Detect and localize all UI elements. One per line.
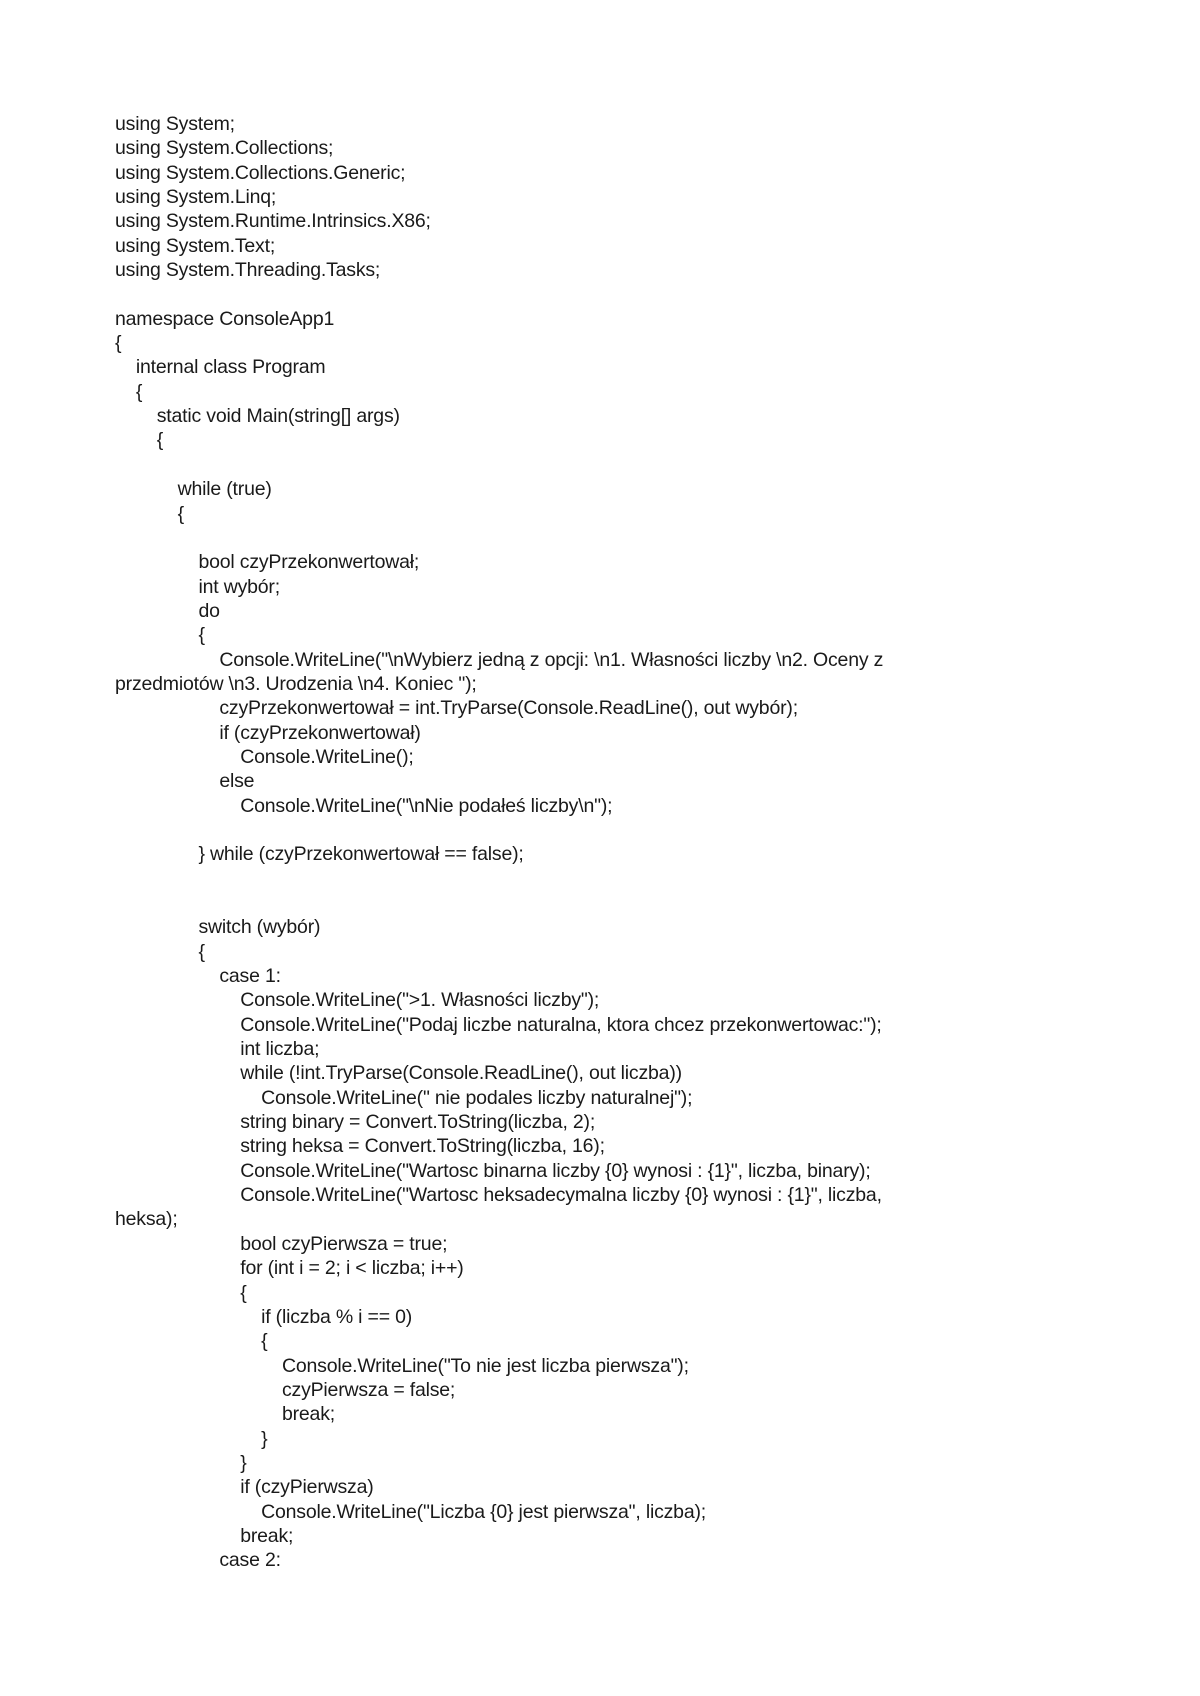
code-line: { [115, 1330, 268, 1353]
code-line: przedmiotów \n3. Urodzenia \n4. Koniec "); [115, 672, 477, 695]
code-line: int wybór; [115, 575, 280, 598]
code-line: while (true) [115, 478, 272, 501]
code-line: else [115, 770, 255, 793]
code-line: { [115, 429, 164, 452]
code-line: for (int i = 2; i < liczba; i++) [115, 1257, 464, 1280]
code-listing [115, 112, 1115, 1573]
code-line: Console.WriteLine("Wartosc binarna liczby {0} wynosi : {1}", liczba, binary); [115, 1159, 871, 1182]
code-line: namespace ConsoleApp1 [115, 307, 335, 330]
code-line: using System.Runtime.Intrinsics.X86; [115, 210, 431, 233]
code-line: { [115, 624, 205, 647]
code-line: string heksa = Convert.ToString(liczba, 16); [115, 1135, 605, 1158]
code-line [115, 867, 1115, 891]
code-line: do [115, 599, 220, 622]
code-line: czyPierwsza = false; [115, 1378, 456, 1401]
code-line: { [115, 1281, 247, 1304]
code-line: bool czyPierwsza = true; [115, 1232, 448, 1255]
code-line: using System; [115, 113, 235, 135]
code-line: break; [115, 1403, 335, 1426]
code-line: Console.WriteLine("\nWybierz jedną z opcji: \n1. Własności liczby \n2. Oceny z [115, 648, 884, 671]
code-line: string binary = Convert.ToString(liczba, 2); [115, 1111, 596, 1134]
code-line: case 2: [115, 1549, 281, 1572]
code-line: using System.Threading.Tasks; [115, 259, 381, 282]
code-line: using System.Collections; [115, 137, 334, 160]
code-line: using System.Linq; [115, 186, 277, 209]
code-line: if (czyPierwsza) [115, 1476, 374, 1499]
code-line [115, 453, 1115, 477]
code-line: { [115, 332, 122, 355]
code-line [115, 818, 1115, 842]
code-line: { [115, 940, 205, 963]
code-line [115, 891, 1115, 915]
code-line: heksa); [115, 1208, 178, 1231]
code-line: czyPrzekonwertował = int.TryParse(Console.ReadLine(), out wybór); [115, 697, 798, 720]
code-line: Console.WriteLine("To nie jest liczba pierwsza"); [115, 1354, 689, 1377]
code-line: Console.WriteLine("Wartosc heksadecymalna liczby {0} wynosi : {1}", liczba, [115, 1184, 882, 1207]
code-line: Console.WriteLine(" nie podales liczby naturalnej"); [115, 1086, 693, 1109]
code-line: case 1: [115, 965, 281, 988]
code-line: static void Main(string[] args) [115, 405, 400, 428]
code-line: Console.WriteLine("Liczba {0} jest pierwsza", liczba); [115, 1500, 706, 1523]
code-line: Console.WriteLine(">1. Własności liczby"); [115, 989, 600, 1012]
code-line: internal class Program [115, 356, 326, 379]
code-line: Console.WriteLine("\nNie podałeś liczby\n"); [115, 794, 613, 817]
code-line: Console.WriteLine("Podaj liczbe naturalna, ktora chcez przekonwertowac:"); [115, 1013, 882, 1036]
code-line: bool czyPrzekonwertował; [115, 551, 420, 574]
code-line: { [115, 380, 143, 403]
code-line: if (liczba % i == 0) [115, 1305, 413, 1328]
code-line: using System.Text; [115, 234, 276, 257]
code-line: int liczba; [115, 1038, 320, 1061]
code-line: } while (czyPrzekonwertował == false); [115, 843, 524, 866]
code-line: switch (wybór) [115, 916, 321, 939]
code-line: } [115, 1427, 268, 1450]
code-line [115, 526, 1115, 550]
code-line: } [115, 1451, 247, 1474]
code-line: break; [115, 1524, 294, 1547]
code-line: using System.Collections.Generic; [115, 161, 406, 184]
code-line: Console.WriteLine(); [115, 745, 414, 768]
code-line: if (czyPrzekonwertował) [115, 721, 421, 744]
code-line: { [115, 502, 184, 525]
code-line [115, 282, 1115, 306]
code-line: while (!int.TryParse(Console.ReadLine(), out liczba)) [115, 1062, 682, 1085]
